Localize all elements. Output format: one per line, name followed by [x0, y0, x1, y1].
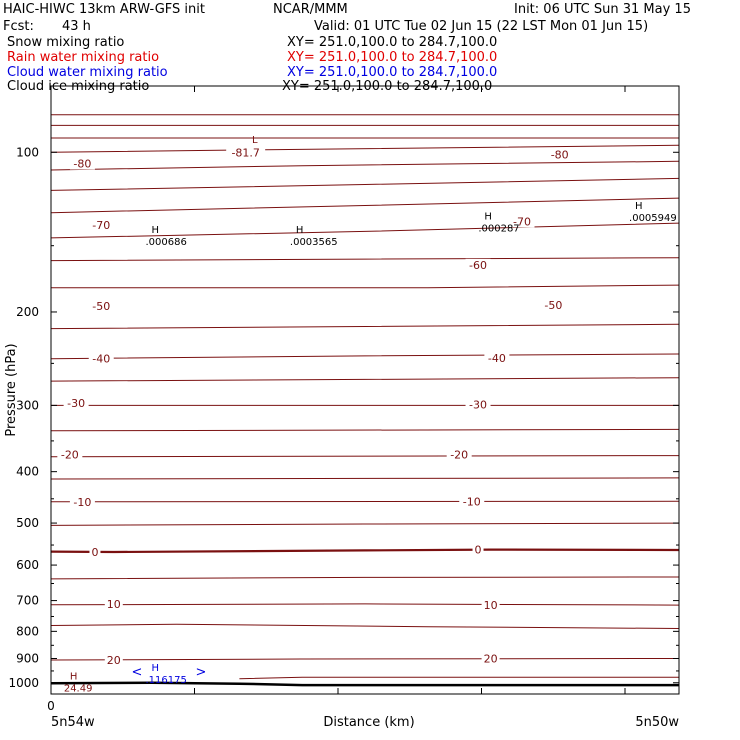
contour-line	[51, 429, 679, 430]
field-name-rain: Rain water mixing ratio	[7, 50, 160, 65]
contour-line	[239, 677, 679, 679]
extremum-h-letter: H	[151, 662, 160, 674]
x-tick-label: 0	[47, 699, 55, 713]
cloud-water-bracket-left: <	[131, 664, 143, 680]
contour-label: 10	[483, 599, 498, 613]
contour-line	[51, 145, 679, 152]
y-tick-label: 400	[16, 464, 39, 479]
contour-line	[51, 378, 679, 381]
y-tick-label: 300	[16, 398, 39, 413]
extrema-group	[64, 135, 677, 694]
field-xy-cloud-water: XY= 251.0,100.0 to 284.7,100.0	[287, 65, 498, 80]
contour-line	[51, 223, 679, 238]
contour-label: -70	[92, 218, 111, 232]
contour-line	[51, 624, 679, 628]
contour-line	[51, 161, 679, 170]
x-axis-label: Distance (km)	[323, 715, 415, 730]
contour-label: -30	[67, 397, 86, 411]
contour-label: -40	[92, 352, 111, 366]
contour-label: -30	[469, 398, 488, 412]
extremum-h-letter: H	[69, 671, 78, 683]
contour-label: 0	[91, 546, 99, 560]
contour-label: -10	[462, 495, 481, 509]
contour-label: -70	[513, 215, 531, 229]
y-tick-label: 800	[16, 624, 39, 639]
valid-time: Valid: 01 UTC Tue 02 Jun 15 (22 LST Mon 01 Jun 15)	[314, 19, 649, 34]
field-name-snow: Snow mixing ratio	[7, 35, 125, 50]
contour-label: 20	[106, 654, 121, 668]
fcst-value: 43 h	[62, 19, 91, 34]
field-name-cloud-water: Cloud water mixing ratio	[7, 65, 168, 80]
contour-line	[51, 659, 679, 661]
extremum-h-letter: H	[151, 225, 160, 237]
y-tick-label: 200	[16, 304, 39, 319]
extremum-value: .116175	[145, 674, 187, 686]
contour-line	[51, 501, 679, 502]
x-right-endpoint: 5n50w	[635, 715, 679, 730]
contour-label: -40	[487, 351, 506, 365]
field-name-cloud-ice: Cloud ice mixing ratio	[7, 79, 150, 94]
y-tick-label: 600	[16, 558, 39, 573]
contour-line	[51, 523, 679, 525]
contour-label: 10	[106, 597, 121, 611]
contour-label: -10	[73, 495, 92, 509]
contour-label: -80	[73, 157, 92, 171]
contour-line	[51, 604, 679, 605]
contour-line	[51, 324, 679, 328]
extremum-value: .000686	[145, 237, 187, 249]
contour-label: -80	[550, 148, 569, 162]
cloud-water-bracket-right: >	[195, 664, 207, 680]
contour-line	[51, 198, 679, 213]
y-tick-label: 700	[16, 593, 39, 608]
extremum-value: .0005949	[629, 213, 677, 225]
contour-line	[51, 456, 679, 457]
contour-label: -60	[469, 258, 488, 272]
plot-frame	[51, 86, 679, 694]
y-tick-label: 100	[16, 145, 39, 160]
contour-line	[51, 258, 679, 261]
extremum-value: .0003565	[289, 237, 338, 249]
org-label: NCAR/MMM	[273, 2, 348, 17]
contour-label: -50	[544, 298, 563, 312]
contour-label: 0	[474, 543, 482, 557]
contour-line	[51, 178, 679, 190]
field-xy-rain: XY= 251.0,100.0 to 284.7,100.0	[287, 50, 498, 65]
contour-line	[51, 577, 679, 579]
contour-line	[51, 550, 679, 552]
extremum-l-letter: L	[251, 134, 258, 146]
contour-line	[51, 285, 679, 288]
model-title: HAIC-HIWC 13km ARW-GFS init	[3, 2, 205, 17]
contour-label: -20	[450, 448, 469, 462]
extremum-value: 24.49	[63, 683, 93, 695]
y-tick-label: 1000	[8, 675, 39, 690]
extremum-h-letter: H	[295, 225, 304, 237]
contour-label: -81.7	[231, 146, 260, 160]
extremum-h-letter: H	[635, 201, 643, 213]
fcst-label: Fcst:	[3, 19, 34, 34]
extremum-value: .000287	[478, 223, 520, 235]
field-xy-snow: XY= 251.0,100.0 to 284.7,100.0	[287, 35, 498, 50]
contour-line	[51, 354, 679, 359]
contour-line	[51, 478, 679, 479]
contour-label: 20	[483, 652, 498, 666]
x-left-endpoint: 5n54w	[51, 715, 95, 730]
field-xy-cloud-ice: XY= 251.0,100.0 to 284.7,100.0	[282, 79, 493, 94]
extremum-h-letter: H	[484, 211, 492, 223]
contour-label: -50	[92, 300, 111, 314]
contour-label: -20	[60, 448, 79, 462]
init-time: Init: 06 UTC Sun 31 May 15	[514, 2, 691, 17]
temperature-contours	[51, 115, 679, 679]
y-tick-label: 900	[16, 651, 39, 666]
y-axis-label: Pressure (hPa)	[4, 343, 19, 437]
y-tick-label: 500	[16, 516, 39, 531]
